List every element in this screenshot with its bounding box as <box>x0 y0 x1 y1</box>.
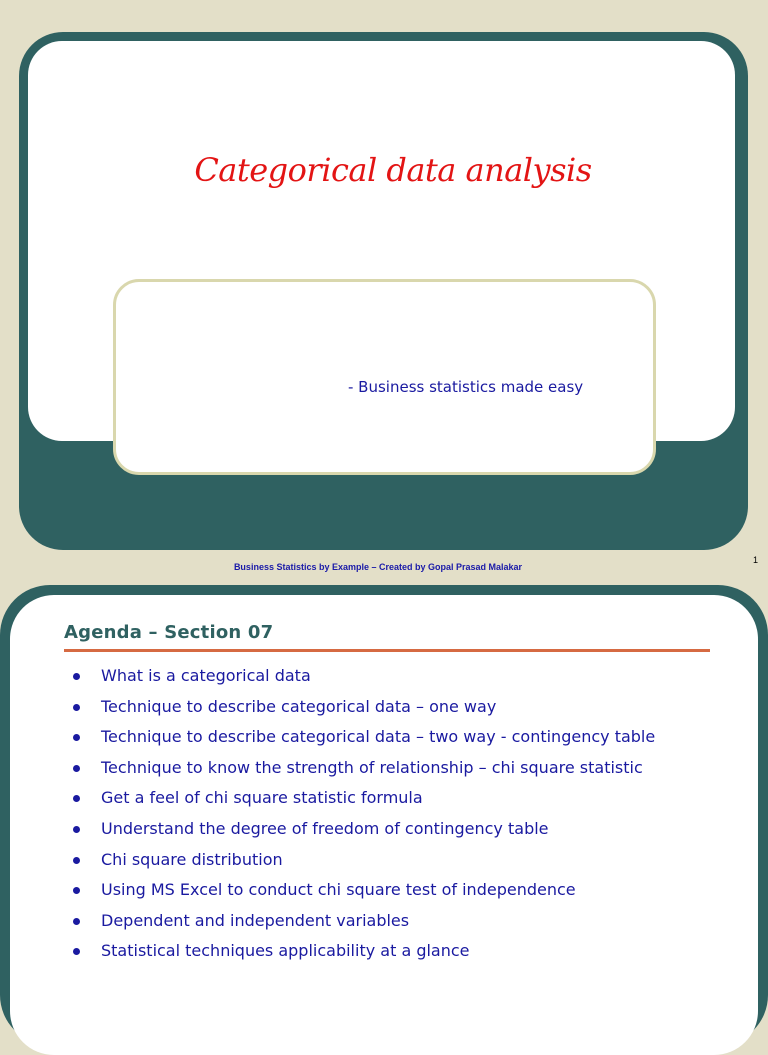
agenda-item <box>70 753 655 784</box>
subtitle-box <box>113 279 656 475</box>
agenda-item-text: Dependent and independent variables <box>101 910 410 930</box>
page-number: 1 <box>753 555 759 565</box>
agenda-item-text: Understand the degree of freedom of contingency table <box>101 818 549 838</box>
agenda-list <box>70 661 655 967</box>
bullet-dot-icon <box>73 734 80 741</box>
bullet-dot-icon <box>73 795 80 802</box>
agenda-item <box>70 722 655 753</box>
agenda-item-text: Using MS Excel to conduct chi square test of independence <box>101 880 576 900</box>
agenda-item-text: Statistical techniques applicability at a glance <box>101 941 470 961</box>
bullet-dot-icon <box>73 887 80 894</box>
agenda-item-text: What is a categorical data <box>101 666 311 685</box>
agenda-slide-panel <box>10 595 758 1055</box>
bullet-dot-icon <box>73 704 80 711</box>
agenda-item <box>70 845 655 876</box>
slide-footer: Business Statistics by Example – Created by Gopal Prasad Malakar <box>233 562 523 572</box>
agenda-title: Agenda – Section 07 <box>64 622 274 643</box>
agenda-slide <box>0 585 768 1045</box>
slide-subtitle: - Business statistics made easy <box>348 378 584 396</box>
bullet-dot-icon <box>73 948 80 955</box>
bullet-dot-icon <box>73 826 80 833</box>
bullet-dot-icon <box>73 765 80 772</box>
agenda-item <box>70 906 655 937</box>
agenda-item-text: Technique to know the strength of relationship – chi square statistic <box>101 757 643 777</box>
bullet-dot-icon <box>73 673 80 680</box>
agenda-item <box>70 936 655 967</box>
agenda-item <box>70 783 655 814</box>
agenda-item-text: Get a feel of chi square statistic formula <box>101 788 423 808</box>
bullet-dot-icon <box>73 857 80 864</box>
agenda-item-text: Technique to describe categorical data – one way <box>101 696 497 716</box>
agenda-item-text: Chi square distribution <box>101 849 283 869</box>
agenda-item-text: Technique to describe categorical data – two way - contingency table <box>101 727 656 747</box>
agenda-divider <box>64 649 710 652</box>
title-slide <box>19 32 748 550</box>
agenda-item <box>70 692 655 723</box>
agenda-item <box>70 875 655 906</box>
agenda-item <box>70 661 655 692</box>
bullet-dot-icon <box>73 918 80 925</box>
slide-title: Categorical data analysis <box>194 151 592 189</box>
agenda-item <box>70 814 655 845</box>
